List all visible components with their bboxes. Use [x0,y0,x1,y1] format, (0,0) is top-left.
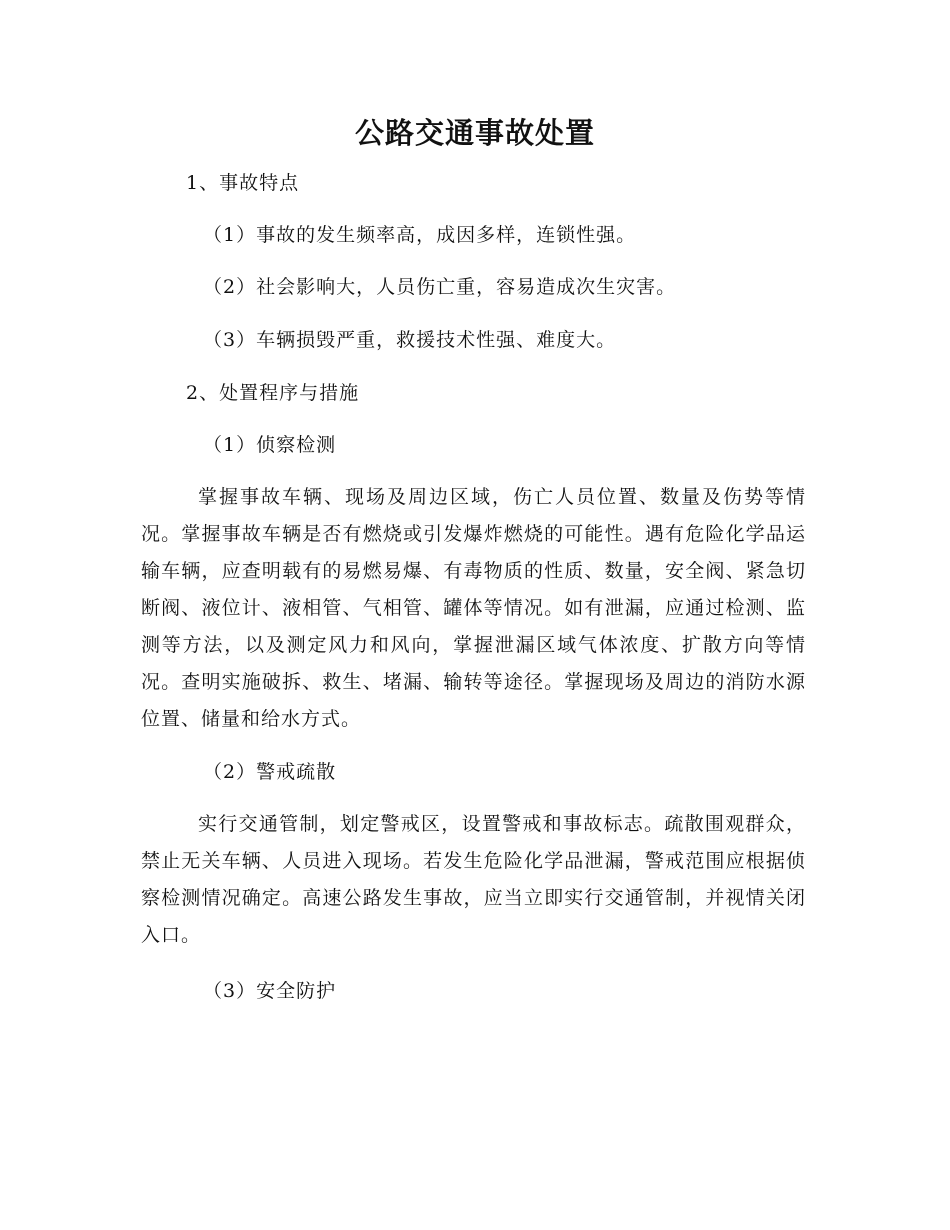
list-item: （3）车辆损毁严重，救援技术性强、难度大。 [203,329,617,351]
document-title: 公路交通事故处置 [354,116,595,150]
paragraph-evacuation: 实行交通管制，划定警戒区，设置警戒和事故标志。疏散围观群众，禁止无关车辆、人员进入现场。若发生危险化学品泄漏，警戒范围应根据侦察检测情况确定。高速公路发生事故，应当立即实行交通管制，并视情关闭入口。 [141,813,806,946]
paragraph-reconnaissance: 掌握事故车辆、现场及周边区域，伤亡人员位置、数量及伤势等情况。掌握事故车辆是否有燃烧或引发爆炸燃烧的可能性。遇有危险化学品运输车辆，应查明载有的易燃易爆、有毒物质的性质、数量，安全阀、紧急切断阀、液位计、液相管、气相管、罐体等情况。如有泄漏，应通过检测、监测等方法，以及测定风力和风向，掌握泄漏区域气体浓度、扩散方向等情况。查明实施破拆、救生、堵漏、输转等途径。掌握现场及周边的消防水源位置、储量和给水方式。 [141,486,806,730]
section-heading-procedures: 2、处置程序与措施 [186,382,360,404]
subsection-heading-evacuation: （2）警戒疏散 [203,761,337,783]
subsection-heading-reconnaissance: （1）侦察检测 [203,434,337,456]
list-item: （2）社会影响大，人员伤亡重，容易造成次生灾害。 [203,276,677,298]
list-item: （1）事故的发生频率高，成因多样，连锁性强。 [203,224,637,246]
section-heading-characteristics: 1、事故特点 [186,172,300,194]
subsection-heading-protection: （3）安全防护 [203,980,337,1002]
